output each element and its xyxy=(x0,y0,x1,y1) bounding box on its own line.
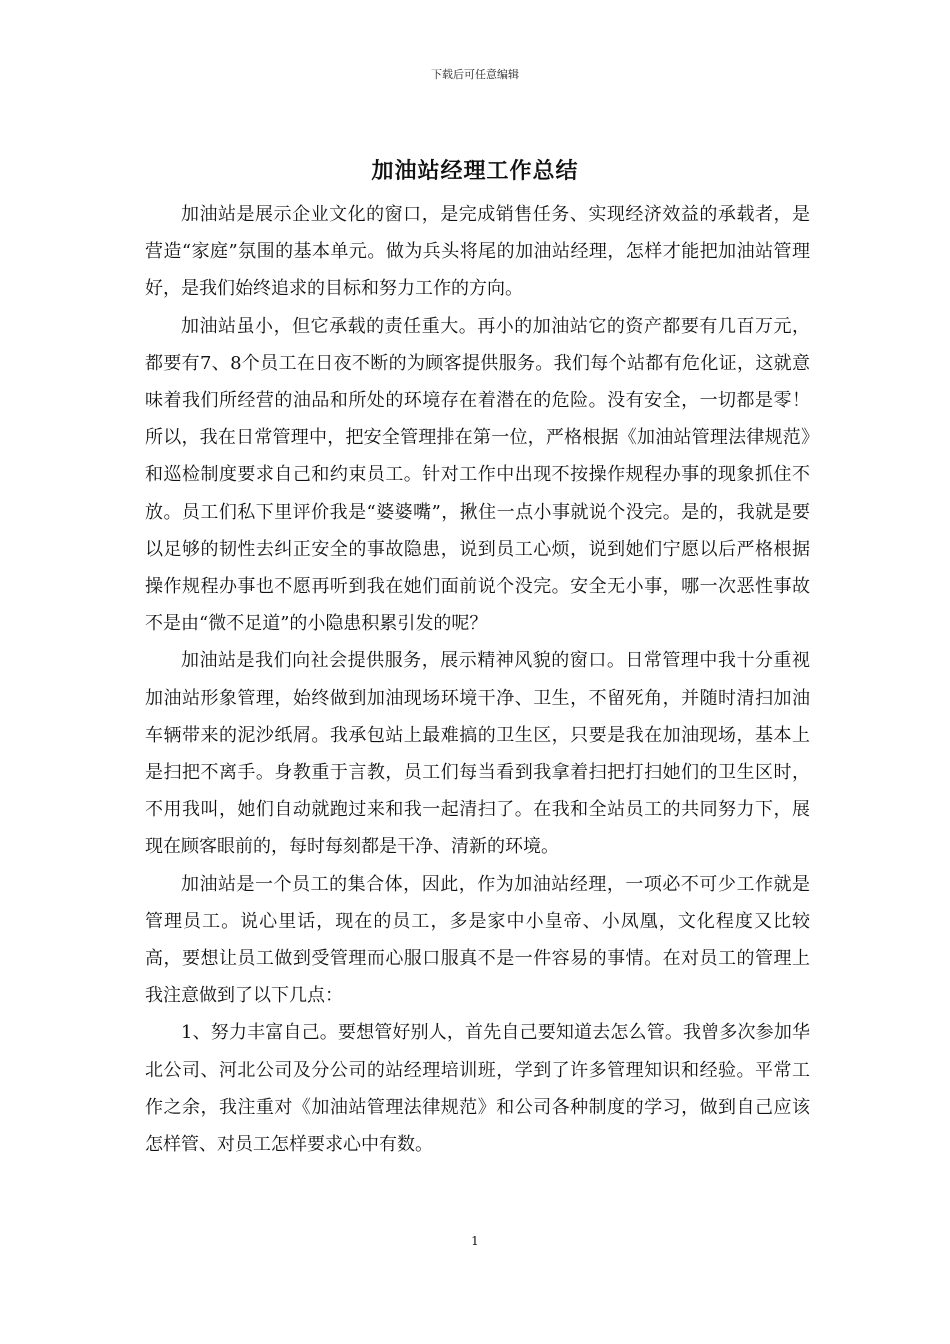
paragraph: 1、努力丰富自己。要想管好别人，首先自己要知道去怎么管。我曾多次参加华北公司、河北公司及分公司的站经理培训班，学到了许多管理知识和经验。平常工作之余，我注重对《加油站管理法律规范》和公司各种制度的学习，做到自己应该怎样管、对员工怎样要求心中有数。 xyxy=(145,1022,810,1156)
paragraph: 加油站虽小，但它承载的责任重大。再小的加油站它的资产都要有几百万元，都要有7、8个员工在日夜不断的为顾客提供服务。我们每个站都有危化证，这就意味着我们所经营的油品和所处的环境存在着潜在的危险。没有安全，一切都是零！所以，我在日常管理中，把安全管理排在第一位，严格根据《加油站管理法律规范》和巡检制度要求自己和约束员工。针对工作中出现不按操作规程办事的现象抓住不放。员工们私下里评价我是“婆婆嘴”，揪住一点小事就说个没完。是的，我就是要以足够的韧性去纠正安全的事故隐患，说到员工心烦，说到她们宁愿以后严格根据操作规程办事也不愿再听到我在她们面前说个没完。安全无小事，哪一次恶性事故不是由“微不足道”的小隐患积累引发的呢？ xyxy=(145,315,810,635)
header-note: 下载后可任意编辑 xyxy=(431,68,519,81)
paragraph: 加油站是一个员工的集合体，因此，作为加油站经理，一项必不可少工作就是管理员工。说心里话，现在的员工，多是家中小皇帝、小凤凰，文化程度又比较高，要想让员工做到受管理而心服口服真不是一件容易的事情。在对员工的管理上我注意做到了以下几点： xyxy=(145,873,810,1007)
document-title: 加油站经理工作总结 xyxy=(371,158,579,184)
document-body xyxy=(145,196,810,1163)
page-number: 1 xyxy=(471,1234,479,1248)
paragraph: 加油站是展示企业文化的窗口，是完成销售任务、实现经济效益的承载者，是营造“家庭”氛围的基本单元。做为兵头将尾的加油站经理，怎样才能把加油站管理好，是我们始终追求的目标和努力工作的方向。 xyxy=(145,204,810,300)
paragraph: 加油站是我们向社会提供服务，展示精神风貌的窗口。日常管理中我十分重视加油站形象管理，始终做到加油现场环境干净、卫生，不留死角，并随时清扫加油车辆带来的泥沙纸屑。我承包站上最难搞的卫生区，只要是我在加油现场，基本上是扫把不离手。身教重于言教，员工们每当看到我拿着扫把打扫她们的卫生区时，不用我叫，她们自动就跑过来和我一起清扫了。在我和全站员工的共同努力下，展现在顾客眼前的，每时每刻都是干净、清新的环境。 xyxy=(145,650,810,858)
